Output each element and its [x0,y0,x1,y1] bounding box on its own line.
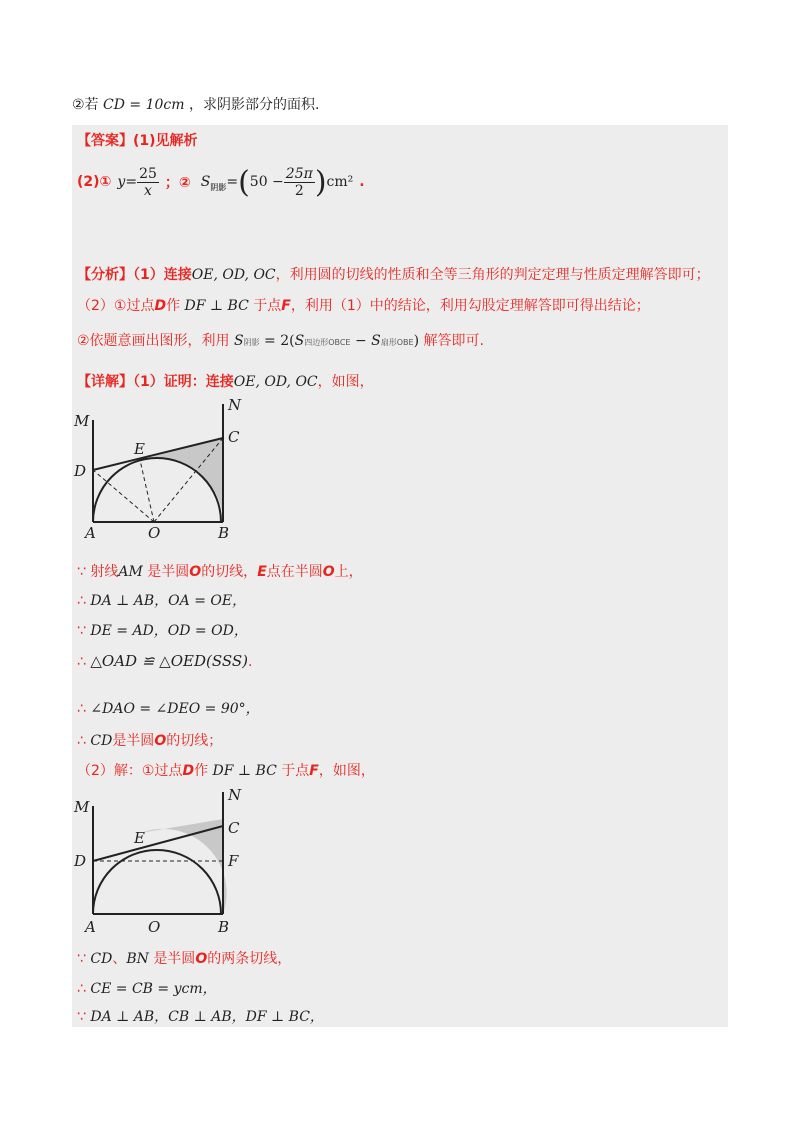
label-O: O [148,918,161,936]
label-N: N [228,396,242,414]
question-condition: CD = 10cm [103,97,185,113]
label-F: F [228,852,239,870]
answer-pi-fraction: $\frac{25\pi}{2}$ [285,165,313,199]
label-B: B [218,524,230,542]
step-6: ∴ CD是半圆O的切线； [77,733,223,749]
label-E: E [134,829,145,847]
figure-1 [72,396,262,542]
step2-2: ∴ CE = CB = ycm， [77,981,217,997]
part2-label: （2）解：①过点D作 DF ⊥ BC 于点F，如图， [77,763,375,779]
label-D: D [74,462,87,480]
answer-part2: (2)① y = $\frac{25}{x}$ ；② S 阴影 = ( 50 − $\frac{25\pi}{2}$ ) cm² . [77,164,365,200]
label-M: M [74,798,90,816]
step-1: ∵ 射线AM 是半圆O的切线，E点在半圆O上， [77,564,363,580]
label-D: D [74,852,87,870]
step-5: ∴ ∠DAO = ∠DEO = 90°， [77,701,260,717]
label-B: B [218,918,230,936]
step-4: ∴ △OAD ≌ △OED(SSS). [77,652,253,670]
label-E: E [134,440,145,458]
label-M: M [74,412,90,430]
label-A: A [85,918,96,936]
step2-3: ∵ DA ⊥ AB，CB ⊥ AB，DF ⊥ BC， [77,1009,324,1025]
label-O: O [148,524,161,542]
analysis-line-3: ②依题意画出图形，利用 S阴影 = 2(S四边形OBCE − S扇形OBE) 解答即可. [77,333,484,349]
answer-fraction: $\frac{25}{x}$ [139,165,157,199]
label-N: N [228,786,242,804]
segment-OD [93,470,154,522]
step-2: ∴ DA ⊥ AB，OA = OE， [77,593,247,609]
analysis-line-1: 【分析】（1）连接OE, OD, OC，利用圆的切线的性质和全等三角形的判定定理与性质定理解答即可； [77,267,710,283]
answer-label: 【答案】(1)见解析 [77,133,198,149]
shaded-region [140,438,223,522]
analysis-line-2: （2）①过点D作 DF ⊥ BC 于点F，利用（1）中的结论，利用勾股定理解答即可得出结论； [77,298,650,314]
detail-label: 【详解】（1）证明：连接OE, OD, OC，如图， [77,374,374,390]
label-C: C [228,428,240,446]
segment-OE [140,460,154,522]
figure-2 [72,786,262,936]
label-A: A [85,524,96,542]
shaded-region [140,819,227,914]
question-line: ②若 CD = 10cm ，求阴影部分的面积. [72,97,320,113]
step-3: ∵ DE = AD，OD = OD， [77,623,248,639]
semicircle-arc [93,850,221,914]
label-C: C [228,819,240,837]
step2-1: ∵ CD、BN 是半圆O的两条切线， [77,951,292,967]
